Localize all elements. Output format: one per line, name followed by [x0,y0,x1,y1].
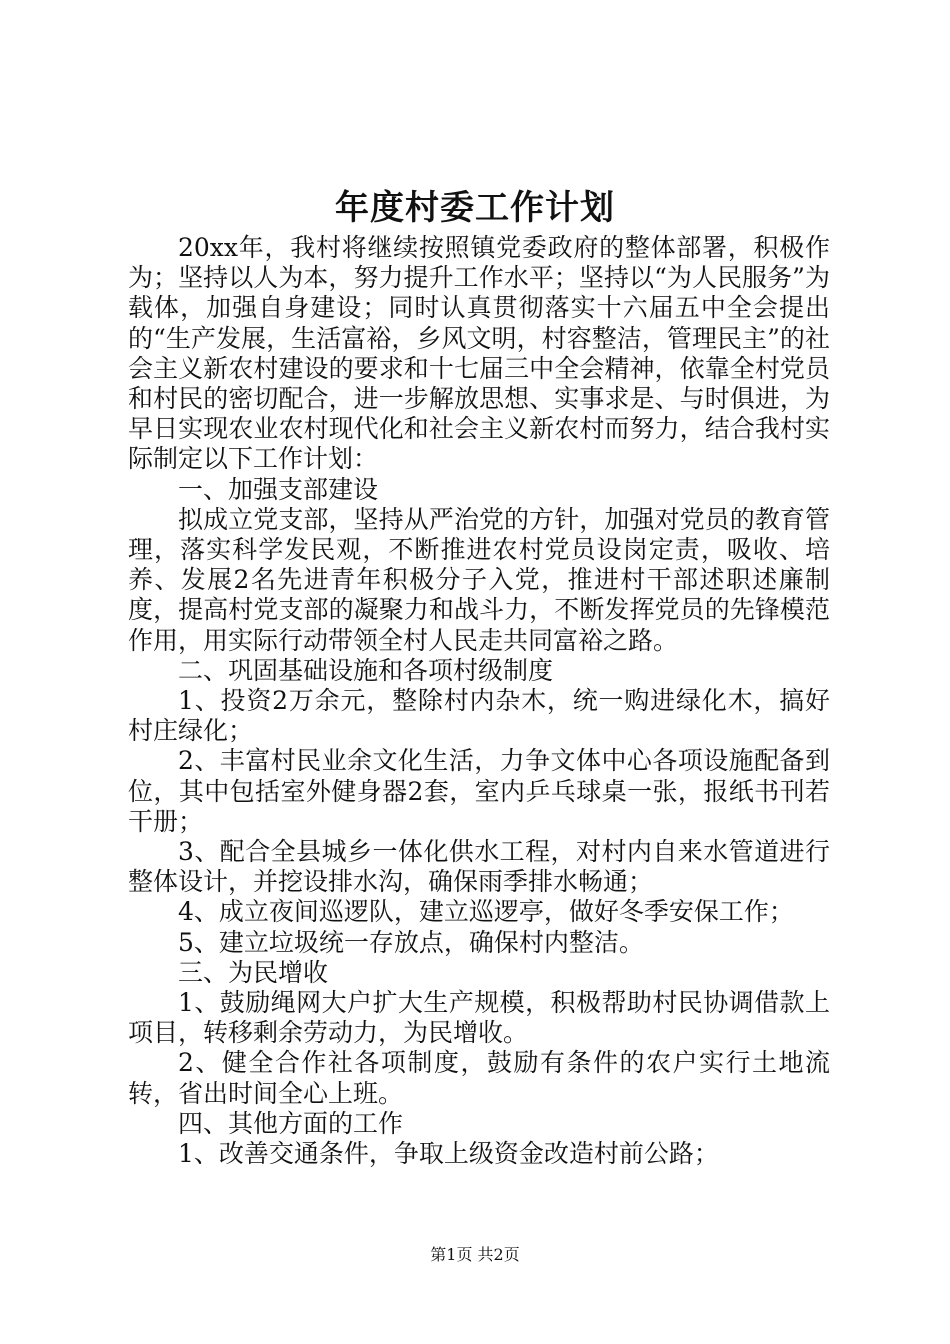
paragraph-intro: 20xx年，我村将继续按照镇党委政府的整体部署，积极作为；坚持以人为本，努力提升工作水平；坚持以“为人民服务”为载体，加强自身建设；同时认真贯彻落实十六届五中全会提出的“生产发展，生活富裕，乡风文明，村容整洁，管理民主”的社会主义新农村建设的要求和十七届三中全会精神，依靠全村党员和村民的密切配合，进一步解放思想、实事求是、与时俱进，为早日实现农业农村现代化和社会主义新农村而努力，结合我村实际制定以下工作计划： [128,233,830,474]
document-body [128,233,830,1169]
section-heading-4: 四、其他方面的工作 [178,1108,404,1138]
list-item: 3、配合全县城乡一体化供水工程，对村内自来水管道进行整体设计，并挖设排水沟，确保雨季排水畅通； [128,837,830,897]
list-item: 2、健全合作社各项制度，鼓励有条件的农户实行土地流转，省出时间全心上班。 [128,1048,830,1108]
page-number: 第1页 共2页 [430,1245,520,1264]
paragraph-party-branch: 拟成立党支部，坚持从严治党的方针，加强对党员的教育管理，落实科学发民观，不断推进农村党员设岗定责，吸收、培养、发展2名先进青年积极分子入党，推进村干部述职述廉制度，提高村党支部的凝聚力和战斗力，不断发挥党员的先锋模范作用，用实际行动带领全村人民走共同富裕之路。 [128,504,830,655]
section-heading-1: 一、加强支部建设 [178,474,379,504]
list-item: 1、鼓励绳网大户扩大生产规模，积极帮助村民协调借款上项目，转移剩余劳动力，为民增收。 [128,988,830,1048]
list-item: 1、投资2万余元，整除村内杂木，统一购进绿化木，搞好村庄绿化； [128,686,830,746]
list-item: 5、建立垃圾统一存放点，确保村内整洁。 [178,927,644,957]
section-heading-3: 三、为民增收 [178,957,329,987]
section-heading-2: 二、巩固基础设施和各项村级制度 [178,655,554,685]
document-title: 年度村委工作计划 [335,188,615,228]
list-item: 1、改善交通条件，争取上级资金改造村前公路； [178,1139,719,1169]
list-item: 4、成立夜间巡逻队，建立巡逻亭，做好冬季安保工作； [178,897,794,927]
list-item: 2、丰富村民业余文化生活，力争文体中心各项设施配备到位，其中包括室外健身器2套，室内乒乓球桌一张，报纸书刊若干册； [128,746,830,836]
